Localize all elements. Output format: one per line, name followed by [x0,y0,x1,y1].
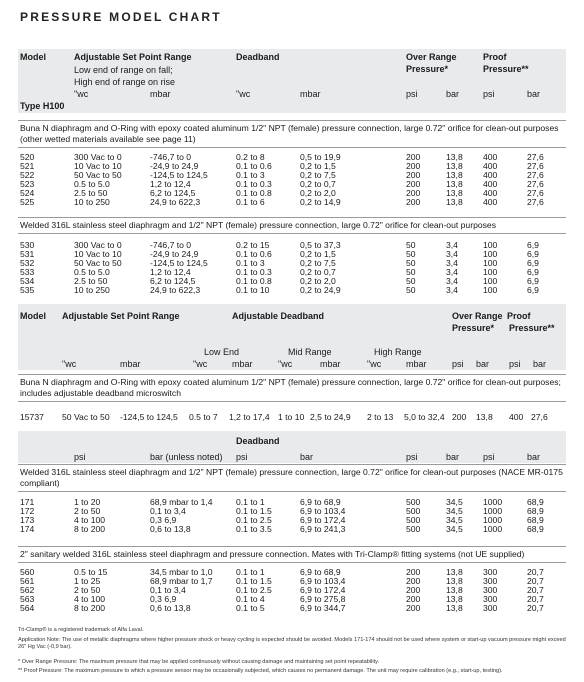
cell: 68,9 [527,524,544,534]
cell: 0,5 to 19,9 [300,152,341,162]
cell: -24,9 to 24,9 [150,161,199,171]
unit-psi: psi [509,359,521,369]
cell: 13,8 [446,576,463,586]
cell: 34,5 mbar to 1,0 [150,567,213,577]
cell: 5,0 to 32,4 [404,412,445,422]
cell: 174 [20,524,35,534]
divider [18,491,566,492]
cell: 6,9 to 68,9 [300,497,341,507]
cell: 200 [452,412,467,422]
cell: 3,4 [446,285,458,295]
cell: 6,9 [527,276,539,286]
cell: 6,9 to 275,8 [300,594,346,604]
cell: 34,5 [446,524,463,534]
cell: 0.1 to 3.5 [236,524,272,534]
cell: -124,5 to 124,5 [120,412,178,422]
col-over-range-2: Pressure* [452,323,495,333]
cell: 68,9 mbar to 1,4 [150,497,213,507]
col-high-range: High Range [374,347,422,357]
unit-psi: psi [406,452,418,462]
cell: 0.1 to 1 [236,567,265,577]
unit-bar-unless-noted: bar (unless noted) [150,452,223,462]
cell: 2.5 to 50 [74,188,108,198]
unit-bar: bar [476,359,490,369]
cell: 50 Vac to 50 [74,170,122,180]
cell: 15737 [20,412,44,422]
cell: 200 [406,585,421,595]
cell: 0,6 to 13,8 [150,524,191,534]
cell: 535 [20,285,35,295]
cell: 0.1 to 1.5 [236,576,272,586]
cell: -746,7 to 0 [150,152,192,162]
unit-bar: bar [533,359,547,369]
cell: 2 to 50 [74,585,101,595]
unit-mbar: mbar [320,359,341,369]
divider [18,147,566,148]
table-row [0,198,584,207]
cell: 0,2 to 7,5 [300,258,336,268]
cell: 524 [20,188,35,198]
cell: 2 to 50 [74,506,101,516]
cell: 500 [406,497,421,507]
footnote-trademark: Tri-Clamp® is a registered trademark of Alfa Laval. [18,627,144,633]
cell: 6,9 to 103,4 [300,576,346,586]
cell: 1 to 20 [74,497,101,507]
cell: 0,3 6,9 [150,515,177,525]
col-proof-2: Pressure** [483,64,529,74]
cell: 100 [483,285,498,295]
cell: 563 [20,594,35,604]
cell: 6,2 to 124,5 [150,188,196,198]
section-3-description: Buna N diaphragm and O-Ring with epoxy coated aluminum 1/2" NPT (female) pressure connection, large 0.72" orifice for clean-out purposes; includes adjustable deadband microswitch [20,377,561,398]
col-deadband: Deadband [236,436,280,446]
cell: 13,8 [446,603,463,613]
cell: 27,6 [527,161,544,171]
divider [18,546,566,547]
cell: 0.1 to 0.6 [236,249,272,259]
col-mid-range: Mid Range [288,347,332,357]
cell: 8 to 200 [74,524,106,534]
cell: 1000 [483,524,503,534]
cell: 50 [406,258,416,268]
table-row [0,525,584,534]
footnote-over-range: * Over Range Pressure: The maximum pressure that may be applied continuously without causing damage and maintaining set point repeatability. [18,659,380,665]
cell: 2.5 to 50 [74,276,108,286]
cell: 0,3 6,9 [150,594,177,604]
cell: 68,9 [527,497,544,507]
cell: 1000 [483,506,503,516]
cell: 400 [483,197,498,207]
unit-bar: bar [527,452,541,462]
unit-psi: psi [452,359,464,369]
cell: 300 [483,576,498,586]
col-model: Model [20,52,46,62]
col-over-range: Over Range [452,311,503,321]
cell: 1,2 to 17,4 [229,412,270,422]
cell: 10 to 250 [74,197,110,207]
cell: 3,4 [446,249,458,259]
col-deadband: Deadband [236,52,280,62]
cell: 0,2 to 0,7 [300,179,336,189]
cell: 100 [483,240,498,250]
cell: 6,9 [527,267,539,277]
unit-psi: psi [236,452,248,462]
cell: 0.1 to 3 [236,258,265,268]
cell: 100 [483,258,498,268]
cell: 0.5 to 5.0 [74,267,110,277]
cell: 300 Vac to 0 [74,152,122,162]
cell: 1 to 25 [74,576,101,586]
section-4-description: Welded 316L stainless steel diaphragm and 1/2" NPT (female) pressure connection, large 0.72" orifice for clean-out purposes (NACE MR-0175 compliant) [20,467,563,488]
cell: -124,5 to 124,5 [150,258,208,268]
cell: 6,9 to 103,4 [300,506,346,516]
divider [18,217,566,218]
cell: 300 [483,594,498,604]
cell: 20,7 [527,603,544,613]
cell: 0.1 to 0.8 [236,188,272,198]
cell: 27,6 [527,152,544,162]
unit-psi: psi [483,89,495,99]
cell: 6,9 to 68,9 [300,567,341,577]
cell: 530 [20,240,35,250]
cell: 4 to 100 [74,515,106,525]
cell: 24,9 to 622,3 [150,197,201,207]
cell: 24,9 to 622,3 [150,285,201,295]
cell: 560 [20,567,35,577]
cell: 0.2 to 8 [236,152,265,162]
cell: 13,8 [446,179,463,189]
cell: -24,9 to 24,9 [150,249,199,259]
cell: 1000 [483,497,503,507]
cell: 200 [406,179,421,189]
cell: 13,8 [446,197,463,207]
cell: 200 [406,188,421,198]
col-adjustable: Adjustable Set Point Range [74,52,192,62]
cell: 0,2 to 1,5 [300,249,336,259]
cell: 10 Vac to 10 [74,249,122,259]
col-over-range: Over Range [406,52,457,62]
unit-psi: psi [406,89,418,99]
cell: 6,9 [527,249,539,259]
cell: 50 Vac to 50 [74,258,122,268]
cell: 6,9 [527,240,539,250]
cell: 0.1 to 2.5 [236,515,272,525]
cell: 500 [406,524,421,534]
cell: 0,2 to 2,0 [300,276,336,286]
type-label: Type H100 [20,101,65,111]
cell: 172 [20,506,35,516]
cell: 8 to 200 [74,603,106,613]
cell: 100 [483,249,498,259]
cell: 522 [20,170,35,180]
cell: 0.5 to 7 [189,412,218,422]
section-2-description: Welded 316L stainless steel diaphragm and 1/2" NPT (female) pressure connection, large 0.72" orifice for clean-out purposes [20,220,496,230]
cell: 27,6 [527,188,544,198]
divider [18,233,566,234]
cell: 300 Vac to 0 [74,240,122,250]
divider [18,562,566,563]
cell: 0,2 to 1,5 [300,161,336,171]
cell: 34,5 [446,515,463,525]
cell: 500 [406,506,421,516]
cell: 0.5 to 5.0 [74,179,110,189]
unit-mbar: mbar [120,359,141,369]
unit-wc: "wc [74,89,89,99]
cell: 200 [406,576,421,586]
col-low-end: Low End [204,347,240,357]
divider [18,464,566,465]
cell: 34,5 [446,506,463,516]
cell: 561 [20,576,35,586]
cell: 531 [20,249,35,259]
cell: 3,4 [446,276,458,286]
cell: 200 [406,161,421,171]
cell: 532 [20,258,35,268]
col-adjustable: Adjustable Set Point Range [62,311,180,321]
cell: 525 [20,197,35,207]
col-model: Model [20,311,46,321]
cell: 2 to 13 [367,412,394,422]
unit-psi: psi [483,452,495,462]
cell: 50 [406,267,416,277]
cell: 0.1 to 3 [236,170,265,180]
cell: 6,9 to 344,7 [300,603,346,613]
cell: 13,8 [446,161,463,171]
cell: 50 [406,249,416,259]
divider [18,401,566,402]
cell: 13,8 [476,412,493,422]
cell: 13,8 [446,585,463,595]
table-row [0,604,584,613]
cell: 3,4 [446,240,458,250]
cell: 6,2 to 124,5 [150,276,196,286]
cell: 200 [406,567,421,577]
cell: 13,8 [446,188,463,198]
cell: 13,8 [446,170,463,180]
cell: 0.1 to 0.8 [236,276,272,286]
cell: 0,2 to 24,9 [300,285,341,295]
cell: 20,7 [527,594,544,604]
cell: 1000 [483,515,503,525]
cell: 400 [483,161,498,171]
unit-mbar: mbar [406,359,427,369]
cell: 0.5 to 15 [74,567,108,577]
cell: 13,8 [446,567,463,577]
unit-bar: bar [446,89,460,99]
cell: 68,9 [527,506,544,516]
section-1-description: Buna N diaphragm and O-Ring with epoxy coated aluminum 1/2" NPT (female) pressure connection, large 0.72" orifice for clean-out purposes (other wetted materials available see page 11) [20,123,559,144]
cell: 100 [483,267,498,277]
cell: 1,2 to 12,4 [150,267,191,277]
cell: 173 [20,515,35,525]
cell: 50 Vac to 50 [62,412,110,422]
unit-mbar: mbar [150,89,171,99]
cell: 200 [406,152,421,162]
cell: 400 [483,170,498,180]
cell: 1 to 10 [278,412,305,422]
cell: 0,1 to 3,4 [150,585,186,595]
cell: 6,9 to 172,4 [300,515,346,525]
cell: 0.1 to 1 [236,497,265,507]
table-row [0,413,584,422]
cell: 6,9 to 241,3 [300,524,346,534]
cell: 10 Vac to 10 [74,161,122,171]
cell: 0,1 to 3,4 [150,506,186,516]
cell: 200 [406,197,421,207]
cell: 0,5 to 37,3 [300,240,341,250]
cell: 400 [483,152,498,162]
cell: 534 [20,276,35,286]
cell: -746,7 to 0 [150,240,192,250]
cell: 300 [483,603,498,613]
cell: 564 [20,603,35,613]
unit-wc: "wc [62,359,77,369]
col-adjustable-deadband: Adjustable Deadband [232,311,325,321]
cell: 0.1 to 0.3 [236,179,272,189]
cell: 533 [20,267,35,277]
page-title: PRESSURE MODEL CHART [20,10,222,24]
cell: 68,9 [527,515,544,525]
table-row [0,286,584,295]
col-proof-2: Pressure** [509,323,555,333]
divider [18,120,566,121]
divider [18,374,566,375]
unit-wc: "wc [278,359,293,369]
cell: 300 [483,585,498,595]
cell: 0.1 to 6 [236,197,265,207]
cell: 10 to 250 [74,285,110,295]
cell: 3,4 [446,258,458,268]
col-proof: Proof [483,52,507,62]
cell: 0.1 to 0.6 [236,161,272,171]
cell: 0,6 to 13,8 [150,603,191,613]
cell: 100 [483,276,498,286]
cell: 400 [483,188,498,198]
cell: 50 [406,240,416,250]
cell: 200 [406,603,421,613]
cell: 0.1 to 5 [236,603,265,613]
cell: 0.1 to 2.5 [236,585,272,595]
cell: 562 [20,585,35,595]
cell: 0,2 to 7,5 [300,170,336,180]
cell: 300 [483,567,498,577]
cell: 20,7 [527,567,544,577]
unit-mbar: mbar [232,359,253,369]
cell: 6,9 [527,258,539,268]
cell: 68,9 mbar to 1,7 [150,576,213,586]
cell: 0.1 to 4 [236,594,265,604]
col-proof: Proof [507,311,531,321]
unit-wc: "wc [236,89,251,99]
col-over-range-2: Pressure* [406,64,449,74]
cell: 0,2 to 0,7 [300,267,336,277]
cell: 20,7 [527,576,544,586]
cell: 6,9 [527,285,539,295]
unit-bar: bar [527,89,541,99]
cell: 27,6 [527,179,544,189]
cell: 520 [20,152,35,162]
unit-wc: "wc [193,359,208,369]
cell: 500 [406,515,421,525]
cell: 27,6 [527,197,544,207]
cell: -124,5 to 124,5 [150,170,208,180]
cell: 4 to 100 [74,594,106,604]
cell: 20,7 [527,585,544,595]
unit-mbar: mbar [300,89,321,99]
cell: 27,6 [531,412,548,422]
cell: 0.1 to 10 [236,285,270,295]
cell: 0,2 to 14,9 [300,197,341,207]
footnote-application: Application Note: The use of metallic diaphragms where higher pressure shock or heavy cycling is expected should be avoided. Models 171-174 should not be used where system or start-up vacuum pressure might exceed 26" Hg Vac (-0,9 bar). [18,637,566,650]
unit-psi: psi [74,452,86,462]
cell: 523 [20,179,35,189]
footnote-proof: ** Proof Pressure: The maximum pressure to which a pressure sensor may be occasionally subjected, which causes no permanent damage. The unit may require calibration (e.g., start-up, testing). [18,668,503,674]
section-5-description: 2" sanitary welded 316L stainless steel diaphragm and pressure connection. Mates with Tri-Clamp® fitting systems (not UE supplied) [20,549,525,559]
cell: 3,4 [446,267,458,277]
cell: 0.1 to 1.5 [236,506,272,516]
cell: 50 [406,276,416,286]
unit-bar: bar [300,452,314,462]
unit-wc: "wc [367,359,382,369]
col-adjustable-sub1: Low end of range on fall; [74,65,173,75]
cell: 13,8 [446,152,463,162]
cell: 1,2 to 12,4 [150,179,191,189]
cell: 13,8 [446,594,463,604]
cell: 400 [509,412,524,422]
cell: 6,9 to 172,4 [300,585,346,595]
cell: 521 [20,161,35,171]
col-adjustable-sub2: High end of range on rise [74,77,176,87]
cell: 34,5 [446,497,463,507]
cell: 200 [406,170,421,180]
cell: 400 [483,179,498,189]
cell: 27,6 [527,170,544,180]
cell: 171 [20,497,35,507]
cell: 0.1 to 0.3 [236,267,272,277]
cell: 2,5 to 24,9 [310,412,351,422]
unit-bar: bar [446,452,460,462]
cell: 50 [406,285,416,295]
cell: 0,2 to 2,0 [300,188,336,198]
cell: 200 [406,594,421,604]
cell: 0.2 to 15 [236,240,270,250]
